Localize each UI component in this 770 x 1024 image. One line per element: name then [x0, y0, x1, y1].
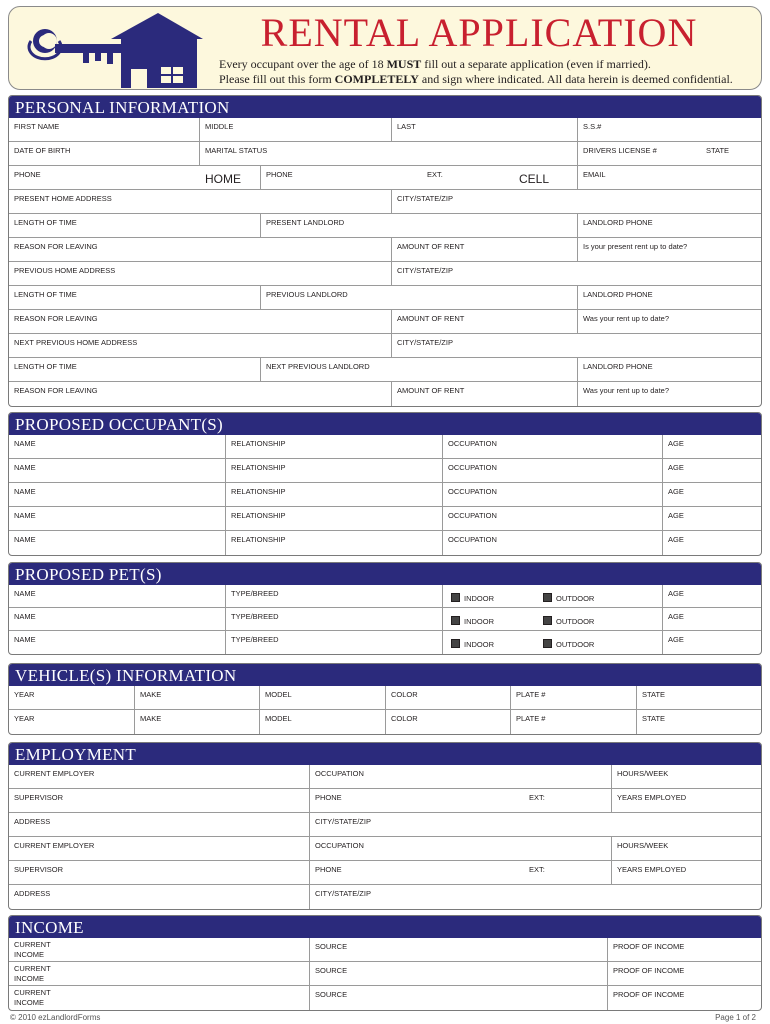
supervisor-field[interactable]: SUPERVISOR: [9, 861, 310, 884]
outdoor-checkbox[interactable]: OUTDOOR: [543, 593, 594, 604]
supervisor-field[interactable]: SUPERVISOR: [9, 789, 310, 812]
occupant-relationship-field[interactable]: RELATIONSHIP: [226, 531, 443, 555]
proof-of-income-field[interactable]: PROOF OF INCOME: [613, 990, 685, 999]
form-row: [9, 142, 761, 166]
section-title: PERSONAL INFORMATION: [9, 96, 761, 118]
current-employer-field[interactable]: CURRENT EMPLOYER: [9, 837, 310, 860]
years-employed-field[interactable]: YEARS EMPLOYED: [617, 865, 687, 874]
occupant-relationship-field[interactable]: RELATIONSHIP: [226, 483, 443, 506]
pet-name-field[interactable]: NAME: [9, 631, 226, 654]
previous-landlord-phone-field[interactable]: LANDLORD PHONE: [583, 290, 653, 299]
instructions: Every occupant over the age of 18 MUST fill out a separate application (even if married). Please fill out this form COMPLETELY and sign where indicated. All data herein is deemed confidential.: [219, 57, 733, 86]
income-source-field[interactable]: SOURCE: [310, 986, 608, 1010]
occupant-age-field[interactable]: AGE: [668, 439, 684, 448]
present-landlord-field[interactable]: PRESENT LANDLORD: [261, 214, 578, 237]
current-employer-field[interactable]: CURRENT EMPLOYER: [9, 765, 310, 788]
pet-type-field[interactable]: TYPE/BREED: [226, 585, 443, 607]
pet-row: [9, 585, 761, 608]
employment-row: [9, 837, 761, 861]
form-row: [9, 286, 761, 310]
next-previous-reason-field[interactable]: REASON FOR LEAVING: [9, 382, 392, 406]
employment-row: [9, 765, 761, 789]
middle-name-field[interactable]: MIDDLE: [200, 118, 392, 141]
employer-address-field[interactable]: ADDRESS: [9, 813, 310, 836]
present-length-field[interactable]: LENGTH OF TIME: [9, 214, 261, 237]
home-phone-field[interactable]: PHONE HOME: [9, 166, 261, 189]
pets-section: [8, 562, 762, 655]
outdoor-checkbox[interactable]: OUTDOOR: [543, 639, 594, 650]
employer-occupation-field[interactable]: OCCUPATION: [310, 765, 612, 788]
checkbox-icon: [543, 593, 552, 602]
checkbox-icon: [543, 616, 552, 625]
next-previous-city-state-zip-field[interactable]: CITY/STATE/ZIP: [397, 338, 453, 347]
pet-row: [9, 608, 761, 631]
present-landlord-phone-field[interactable]: LANDLORD PHONE: [583, 218, 653, 227]
pet-name-field[interactable]: NAME: [9, 585, 226, 607]
occupant-relationship-field[interactable]: RELATIONSHIP: [226, 507, 443, 530]
occupant-occupation-field[interactable]: OCCUPATION: [443, 435, 663, 458]
proof-of-income-field[interactable]: PROOF OF INCOME: [613, 966, 685, 975]
occupant-row: [9, 435, 761, 459]
employment-row: [9, 789, 761, 813]
occupants-section: [8, 412, 762, 556]
form-row: [9, 190, 761, 214]
vehicles-section: [8, 663, 762, 735]
income-section: [8, 915, 762, 1011]
income-row: [9, 962, 761, 986]
occupant-occupation-field[interactable]: OCCUPATION: [443, 507, 663, 530]
occupant-name-field[interactable]: NAME: [9, 435, 226, 458]
form-row: [9, 358, 761, 382]
previous-landlord-field[interactable]: PREVIOUS LANDLORD: [261, 286, 578, 309]
previous-length-field[interactable]: LENGTH OF TIME: [9, 286, 261, 309]
checkbox-icon: [451, 639, 460, 648]
hours-week-field[interactable]: HOURS/WEEK: [617, 841, 669, 850]
hours-week-field[interactable]: HOURS/WEEK: [617, 769, 669, 778]
page-number: Page 1 of 2: [715, 1013, 756, 1022]
ext-label: EXT.: [427, 170, 443, 179]
checkbox-icon: [451, 593, 460, 602]
employer-address-field[interactable]: ADDRESS: [9, 885, 310, 909]
occupant-name-field[interactable]: NAME: [9, 531, 226, 555]
personal-info-section: [8, 95, 762, 407]
form-row: [9, 310, 761, 334]
vehicle-model-field[interactable]: MODEL: [260, 686, 386, 709]
proof-of-income-field[interactable]: PROOF OF INCOME: [613, 942, 685, 951]
previous-city-state-zip-field[interactable]: CITY/STATE/ZIP: [397, 266, 453, 275]
years-employed-field[interactable]: YEARS EMPLOYED: [617, 793, 687, 802]
first-name-field[interactable]: FIRST NAME: [9, 118, 200, 141]
vehicle-year-field[interactable]: YEAR: [9, 710, 135, 734]
employer-phone-field[interactable]: PHONE EXT:: [310, 861, 612, 884]
present-rent-uptodate-field[interactable]: Is your present rent up to date?: [583, 242, 688, 251]
income-row: [9, 938, 761, 962]
pet-name-field[interactable]: NAME: [9, 608, 226, 630]
vehicle-plate-field[interactable]: PLATE #: [511, 710, 637, 734]
form-row: [9, 238, 761, 262]
form-row: [9, 262, 761, 286]
vehicle-color-field[interactable]: COLOR: [386, 710, 511, 734]
previous-rent-uptodate-field[interactable]: Was your rent up to date?: [583, 314, 670, 323]
occupant-row: [9, 531, 761, 555]
pet-location-field: [443, 585, 663, 607]
employer-city-state-zip-field[interactable]: CITY/STATE/ZIP: [315, 889, 371, 898]
current-income-field[interactable]: CURRENT INCOME: [9, 938, 310, 961]
checkbox-icon: [451, 616, 460, 625]
employment-section: [8, 742, 762, 910]
employment-row: [9, 861, 761, 885]
occupant-name-field[interactable]: NAME: [9, 507, 226, 530]
employment-row: [9, 885, 761, 909]
vehicle-row: [9, 686, 761, 710]
form-row: [9, 382, 761, 406]
next-previous-rent-field[interactable]: AMOUNT OF RENT: [392, 382, 578, 406]
current-income-field[interactable]: CURRENT INCOME: [9, 962, 310, 985]
present-rent-field[interactable]: AMOUNT OF RENT: [392, 238, 578, 261]
ssn-field[interactable]: S.S.#: [583, 122, 602, 131]
occupant-occupation-field[interactable]: OCCUPATION: [443, 483, 663, 506]
occupant-row: [9, 507, 761, 531]
header-banner: [8, 6, 762, 90]
occupant-age-field[interactable]: AGE: [668, 463, 684, 472]
form-row: [9, 334, 761, 358]
cell-phone-field[interactable]: PHONE EXT. CELL: [261, 166, 578, 189]
checkbox-icon: [543, 639, 552, 648]
vehicle-year-field[interactable]: YEAR: [9, 686, 135, 709]
section-title: PROPOSED OCCUPANT(S): [9, 413, 761, 435]
occupant-name-field[interactable]: NAME: [9, 459, 226, 482]
pet-type-field[interactable]: TYPE/BREED: [226, 631, 443, 654]
occupant-occupation-field[interactable]: OCCUPATION: [443, 459, 663, 482]
next-previous-rent-uptodate-field[interactable]: Was your rent up to date?: [583, 386, 670, 395]
employer-city-state-zip-field[interactable]: CITY/STATE/ZIP: [315, 817, 371, 826]
last-name-field[interactable]: LAST: [392, 118, 578, 141]
pet-age-field[interactable]: AGE: [668, 612, 684, 621]
next-previous-length-field[interactable]: LENGTH OF TIME: [9, 358, 261, 381]
marital-status-field[interactable]: MARITAL STATUS: [200, 142, 578, 165]
pet-type-field[interactable]: TYPE/BREED: [226, 608, 443, 630]
license-state-label: STATE: [706, 146, 730, 155]
cell-label: CELL: [519, 172, 550, 186]
employment-row: [9, 813, 761, 837]
occupant-age-field[interactable]: AGE: [668, 511, 684, 520]
income-source-field[interactable]: SOURCE: [310, 938, 608, 961]
occupant-row: [9, 483, 761, 507]
vehicle-state-field[interactable]: STATE: [642, 714, 666, 723]
pet-age-field[interactable]: AGE: [668, 635, 684, 644]
vehicle-state-field[interactable]: STATE: [642, 690, 666, 699]
occupant-name-field[interactable]: NAME: [9, 483, 226, 506]
occupant-row: [9, 459, 761, 483]
pet-location-field: [443, 608, 663, 630]
indoor-checkbox[interactable]: INDOOR: [451, 593, 494, 604]
next-previous-address-field[interactable]: NEXT PREVIOUS HOME ADDRESS: [9, 334, 392, 357]
occupant-age-field[interactable]: AGE: [668, 535, 684, 544]
ext-label: EXT:: [529, 865, 545, 874]
occupant-occupation-field[interactable]: OCCUPATION: [443, 531, 663, 555]
vehicle-color-field[interactable]: COLOR: [386, 686, 511, 709]
outdoor-checkbox[interactable]: OUTDOOR: [543, 616, 594, 627]
next-previous-landlord-phone-field[interactable]: LANDLORD PHONE: [583, 362, 653, 371]
pet-age-field[interactable]: AGE: [668, 589, 684, 598]
dob-field[interactable]: DATE OF BIRTH: [9, 142, 200, 165]
indoor-checkbox[interactable]: INDOOR: [451, 616, 494, 627]
present-city-state-zip-field[interactable]: CITY/STATE/ZIP: [397, 194, 453, 203]
vehicle-model-field[interactable]: MODEL: [260, 710, 386, 734]
email-field[interactable]: EMAIL: [583, 170, 606, 179]
page-title: RENTAL APPLICATION: [260, 10, 698, 55]
present-reason-field[interactable]: REASON FOR LEAVING: [9, 238, 392, 261]
section-title: PROPOSED PET(S): [9, 563, 761, 585]
form-row: [9, 166, 761, 190]
form-row: [9, 214, 761, 238]
previous-address-field[interactable]: PREVIOUS HOME ADDRESS: [9, 262, 392, 285]
present-address-field[interactable]: PRESENT HOME ADDRESS: [9, 190, 392, 213]
pet-row: [9, 631, 761, 654]
vehicle-plate-field[interactable]: PLATE #: [511, 686, 637, 709]
form-row: [9, 118, 761, 142]
pet-location-field: [443, 631, 663, 654]
drivers-license-field[interactable]: DRIVERS LICENSE # STATE: [583, 146, 730, 155]
ext-label: EXT:: [529, 793, 545, 802]
home-label: HOME: [205, 172, 241, 186]
income-source-field[interactable]: SOURCE: [310, 962, 608, 985]
employer-occupation-field[interactable]: OCCUPATION: [310, 837, 612, 860]
vehicle-make-field[interactable]: MAKE: [135, 686, 260, 709]
occupant-relationship-field[interactable]: RELATIONSHIP: [226, 435, 443, 458]
house-key-logo: [23, 11, 203, 91]
next-previous-landlord-field[interactable]: NEXT PREVIOUS LANDLORD: [261, 358, 578, 381]
indoor-checkbox[interactable]: INDOOR: [451, 639, 494, 650]
current-income-field[interactable]: CURRENT INCOME: [9, 986, 310, 1010]
occupant-relationship-field[interactable]: RELATIONSHIP: [226, 459, 443, 482]
vehicle-row: [9, 710, 761, 734]
previous-reason-field[interactable]: REASON FOR LEAVING: [9, 310, 392, 333]
section-title: VEHICLE(S) INFORMATION: [9, 664, 761, 686]
employer-phone-field[interactable]: PHONE EXT:: [310, 789, 612, 812]
occupant-age-field[interactable]: AGE: [668, 487, 684, 496]
section-title: EMPLOYMENT: [9, 743, 761, 765]
vehicle-make-field[interactable]: MAKE: [135, 710, 260, 734]
income-row: [9, 986, 761, 1010]
section-title: INCOME: [9, 916, 761, 938]
copyright: © 2010 ezLandlordForms: [10, 1013, 101, 1022]
previous-rent-field[interactable]: AMOUNT OF RENT: [392, 310, 578, 333]
